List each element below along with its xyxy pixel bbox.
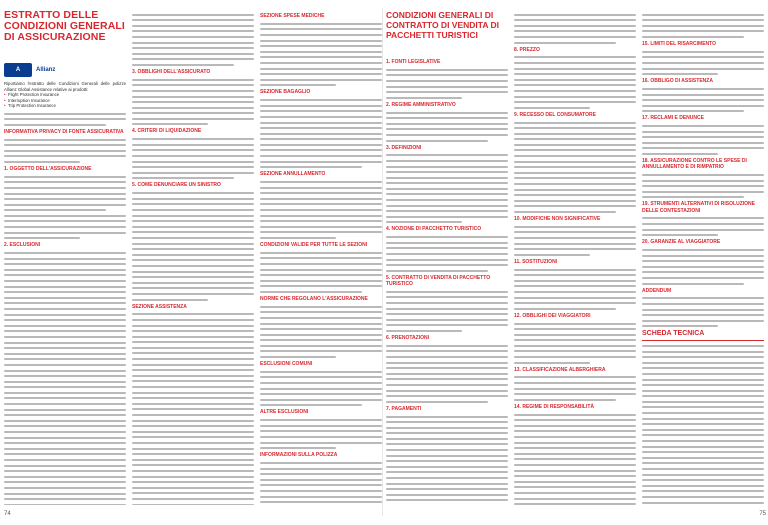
text-lines — [386, 154, 508, 223]
section-heading: 2. REGIME AMMINISTRATIVO — [386, 101, 456, 108]
right-column-2 — [514, 10, 636, 505]
text-lines — [132, 79, 254, 126]
text-lines — [260, 252, 382, 293]
section-heading: 13. CLASSIFICAZIONE ALBERGHIERA — [514, 366, 606, 373]
section-heading: 16. OBBLIGO DI ASSISTENZA — [642, 78, 713, 85]
text-lines — [642, 88, 764, 112]
text-lines — [260, 371, 382, 407]
section-heading: SEZIONE ANNULLAMENTO — [260, 171, 326, 178]
section-heading: 7. PAGAMENTI — [386, 405, 422, 412]
section-heading: ALTRE ESCLUSIONI — [260, 409, 309, 416]
text-lines — [4, 252, 126, 505]
text-lines — [514, 323, 636, 364]
text-lines — [260, 23, 382, 87]
text-lines — [514, 376, 636, 400]
product-item: • Trip Protection Insurance — [4, 103, 126, 109]
text-lines — [386, 69, 508, 99]
section-heading: 1. OGGETTO DELL'ASSICURAZIONE — [4, 165, 92, 172]
section-heading: 10. MODIFICHE NON SIGNIFICATIVE — [514, 216, 601, 222]
allianz-logo-text: Allianz — [36, 67, 56, 73]
section-heading: 4. CRITERI DI LIQUIDAZIONE — [132, 128, 202, 135]
text-lines — [642, 297, 764, 327]
title-block — [4, 10, 126, 60]
product-item: • Flight Protection Insurance — [4, 92, 126, 98]
left-column-2 — [132, 10, 254, 505]
section-heading: SEZIONE SPESE MEDICHE — [260, 13, 325, 19]
text-lines — [642, 345, 764, 505]
section-heading: 1. FONTI LEGISLATIVE — [386, 59, 441, 65]
text-lines — [514, 14, 636, 44]
text-lines — [132, 14, 254, 66]
section-heading: INFORMAZIONI SULLA POLIZZA — [260, 452, 338, 459]
document-title: CONDIZIONI GENERALI DI CONTRATTO DI VENDITA DI PACCHETTI TURISTICI — [386, 10, 500, 40]
section-heading: 5. CONTRATTO DI VENDITA DI PACCHETTO TURISTICO — [386, 274, 491, 288]
text-lines — [514, 269, 636, 310]
text-lines — [386, 236, 508, 272]
section-heading: INFORMATIVA PRIVACY DI FONTE ASSICURATIVA — [4, 128, 124, 135]
section-heading: 19. STRUMENTI ALTERNATIVI DI RISOLUZIONE DELLE CONTESTAZIONI — [642, 201, 755, 214]
section-heading: NORME CHE REGOLANO L'ASSICURAZIONE — [260, 295, 368, 302]
text-lines — [260, 99, 382, 168]
section-heading: ESCLUSIONI COMUNI — [260, 361, 313, 368]
section-heading: 5. COME DENUNCIARE UN SINISTRO — [132, 182, 221, 189]
text-lines — [386, 345, 508, 403]
section-heading: 12. OBBLIGHI DEI VIAGGIATORI — [514, 312, 591, 319]
section-heading: 3. OBBLIGHI DELL'ASSICURATO — [132, 68, 211, 75]
text-lines — [260, 419, 382, 449]
right-column-1 — [386, 10, 508, 505]
text-lines — [132, 192, 254, 300]
left-page — [4, 10, 384, 515]
document-title: ESTRATTO DELLE CONDIZIONI GENERALI DI ASSICURAZIONE — [4, 10, 125, 43]
title-block — [386, 10, 508, 56]
section-heading: 15. LIMITI DEL RISARCIMENTO — [642, 40, 716, 47]
section-heading: 9. RECESSO DEL CONSUMATORE — [514, 111, 596, 118]
insurer-logo — [4, 63, 126, 77]
section-heading: SEZIONE ASSISTENZA — [132, 303, 187, 310]
section-heading: 4. NOZIONE DI PACCHETTO TURISTICO — [386, 226, 482, 233]
section-heading: 14. REGIME DI RESPONSABILITÀ — [514, 403, 595, 410]
section-heading: 3. DEFINIZIONI — [386, 144, 422, 151]
section-heading: CONDIZIONI VALIDE PER TUTTE LE SEZIONI — [260, 241, 368, 248]
heading-rule — [642, 340, 764, 341]
text-lines — [642, 174, 764, 198]
intro-paragraph: Riportiamo l'estratto delle Condizioni Generali delle polizze Allianz Global Assistance relative ai prodotti: — [4, 81, 126, 92]
section-heading: 8. PREZZO — [514, 46, 540, 53]
text-lines — [642, 14, 764, 38]
text-lines — [260, 306, 382, 358]
section-heading: 11. SOSTITUZIONI — [514, 258, 558, 265]
section-heading: 17. RECLAMI E DENUNCE — [642, 115, 704, 122]
section-heading: 18. ASSICURAZIONE CONTRO LE SPESE DI ANNULLAMENTO E DI RIMPATRIO — [642, 158, 747, 171]
section-heading: SEZIONE BAGAGLIO — [260, 89, 311, 96]
text-lines — [132, 313, 254, 505]
text-lines — [132, 138, 254, 179]
text-lines — [514, 226, 636, 256]
text-lines — [514, 414, 636, 505]
page-number: 75 — [759, 511, 766, 517]
allianz-logo-icon: A — [4, 63, 32, 77]
section-heading: 6. PRENOTAZIONI — [386, 334, 429, 341]
left-column-1 — [4, 10, 126, 505]
section-heading: ADDENDUM — [642, 287, 672, 294]
text-lines — [4, 139, 126, 163]
page-number: 74 — [4, 511, 11, 517]
text-lines — [642, 217, 764, 236]
technical-sheet-heading: SCHEDA TECNICA — [642, 330, 705, 338]
product-item: • Interruption Insurance — [4, 98, 126, 104]
text-lines — [260, 181, 382, 239]
section-heading: 2. ESCLUSIONI — [4, 242, 41, 249]
text-lines — [386, 112, 508, 142]
text-lines — [4, 113, 126, 126]
left-column-3 — [260, 10, 382, 505]
text-lines — [386, 416, 508, 506]
text-lines — [514, 56, 636, 108]
text-lines — [386, 291, 508, 332]
right-column-3 — [642, 10, 764, 505]
text-lines — [260, 462, 382, 505]
section-heading: 20. GARANZIE AL VIAGGIATORE — [642, 239, 721, 246]
right-page — [386, 10, 766, 515]
text-lines — [642, 249, 764, 285]
text-lines — [514, 122, 636, 214]
text-lines — [642, 51, 764, 75]
text-lines — [642, 125, 764, 155]
text-lines — [4, 176, 126, 240]
